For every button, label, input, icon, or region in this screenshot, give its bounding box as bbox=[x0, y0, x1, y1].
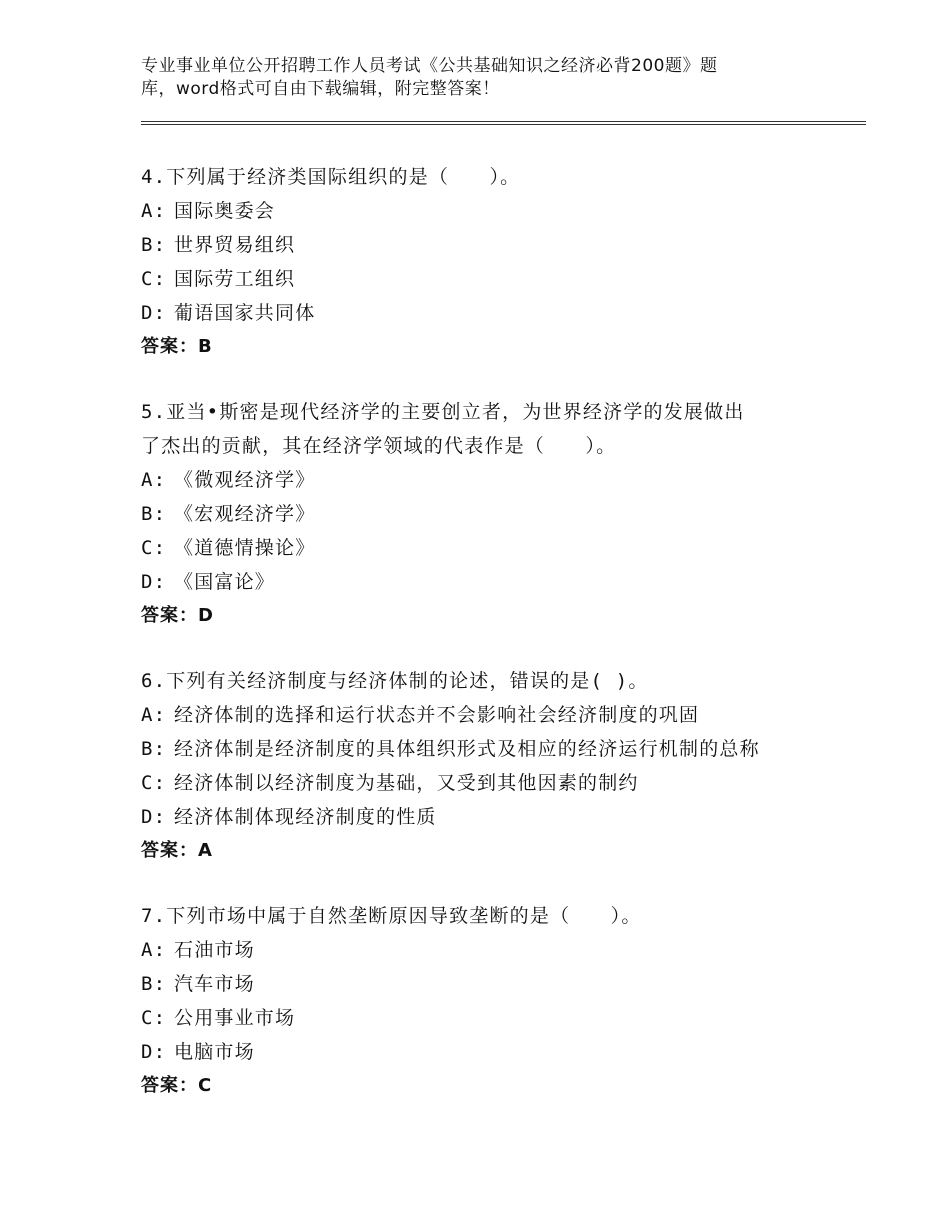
question-7 bbox=[141, 899, 871, 1103]
option-d bbox=[141, 565, 871, 599]
option-letter: D: bbox=[141, 571, 167, 593]
option-text: 电脑市场 bbox=[174, 1041, 255, 1063]
option-d bbox=[141, 1035, 871, 1069]
option-text: 葡语国家共同体 bbox=[174, 302, 316, 324]
option-letter: A: bbox=[141, 200, 167, 222]
option-letter: D: bbox=[141, 1041, 167, 1063]
option-text: 《微观经济学》 bbox=[174, 469, 316, 491]
question-list bbox=[141, 160, 871, 1134]
header-divider bbox=[141, 121, 866, 125]
option-letter: A: bbox=[141, 939, 167, 961]
option-text: 汽车市场 bbox=[174, 973, 255, 995]
option-text: 经济体制是经济制度的具体组织形式及相应的经济运行机制的总称 bbox=[174, 738, 760, 760]
option-d bbox=[141, 800, 871, 834]
question-text: 7.下列市场中属于自然垄断原因导致垄断的是（ ）。 bbox=[141, 905, 642, 927]
option-letter: C: bbox=[141, 537, 167, 559]
option-text: 国际奥委会 bbox=[174, 200, 276, 222]
option-text: 《宏观经济学》 bbox=[174, 503, 316, 525]
option-letter: D: bbox=[141, 302, 167, 324]
document-header bbox=[141, 55, 841, 101]
option-b bbox=[141, 497, 871, 531]
option-letter: A: bbox=[141, 704, 167, 726]
option-letter: C: bbox=[141, 772, 167, 794]
option-text: 经济体制的选择和运行状态并不会影响社会经济制度的巩固 bbox=[174, 704, 700, 726]
option-text: 经济体制以经济制度为基础，又受到其他因素的制约 bbox=[174, 772, 639, 794]
header-line-2: 库，word格式可自由下载编辑，附完整答案！ bbox=[141, 79, 500, 99]
answer-label: 答案：C bbox=[141, 1075, 213, 1096]
option-letter: B: bbox=[141, 503, 167, 525]
question-text: 5.亚当•斯密是现代经济学的主要创立者，为世界经济学的发展做出 bbox=[141, 401, 745, 423]
option-letter: C: bbox=[141, 268, 167, 290]
option-c bbox=[141, 766, 871, 800]
option-a bbox=[141, 463, 871, 497]
option-c bbox=[141, 531, 871, 565]
question-text: 4.下列属于经济类国际组织的是（ ）。 bbox=[141, 166, 521, 188]
question-text-continued: 了杰出的贡献，其在经济学领域的代表作是（ ）。 bbox=[141, 435, 617, 457]
option-letter: B: bbox=[141, 234, 167, 256]
header-line-1: 专业事业单位公开招聘工作人员考试《公共基础知识之经济必背200题》题 bbox=[141, 56, 718, 76]
option-b bbox=[141, 228, 871, 262]
option-letter: D: bbox=[141, 806, 167, 828]
answer-label: 答案：D bbox=[141, 605, 214, 626]
option-letter: B: bbox=[141, 738, 167, 760]
question-4 bbox=[141, 160, 871, 364]
option-c bbox=[141, 262, 871, 296]
option-b bbox=[141, 732, 871, 766]
question-5 bbox=[141, 395, 871, 633]
answer-label: 答案：B bbox=[141, 336, 213, 357]
option-text: 石油市场 bbox=[174, 939, 255, 961]
option-letter: C: bbox=[141, 1007, 167, 1029]
option-text: 世界贸易组织 bbox=[174, 234, 296, 256]
option-a bbox=[141, 698, 871, 732]
option-text: 《道德情操论》 bbox=[174, 537, 316, 559]
option-a bbox=[141, 933, 871, 967]
option-text: 国际劳工组织 bbox=[174, 268, 296, 290]
question-6 bbox=[141, 664, 871, 868]
answer-label: 答案：A bbox=[141, 840, 213, 861]
option-a bbox=[141, 194, 871, 228]
option-letter: A: bbox=[141, 469, 167, 491]
option-text: 《国富论》 bbox=[174, 571, 276, 593]
option-letter: B: bbox=[141, 973, 167, 995]
option-d bbox=[141, 296, 871, 330]
option-b bbox=[141, 967, 871, 1001]
option-c bbox=[141, 1001, 871, 1035]
question-text: 6.下列有关经济制度与经济体制的论述，错误的是( )。 bbox=[141, 670, 649, 692]
option-text: 经济体制体现经济制度的性质 bbox=[174, 806, 437, 828]
option-text: 公用事业市场 bbox=[174, 1007, 296, 1029]
